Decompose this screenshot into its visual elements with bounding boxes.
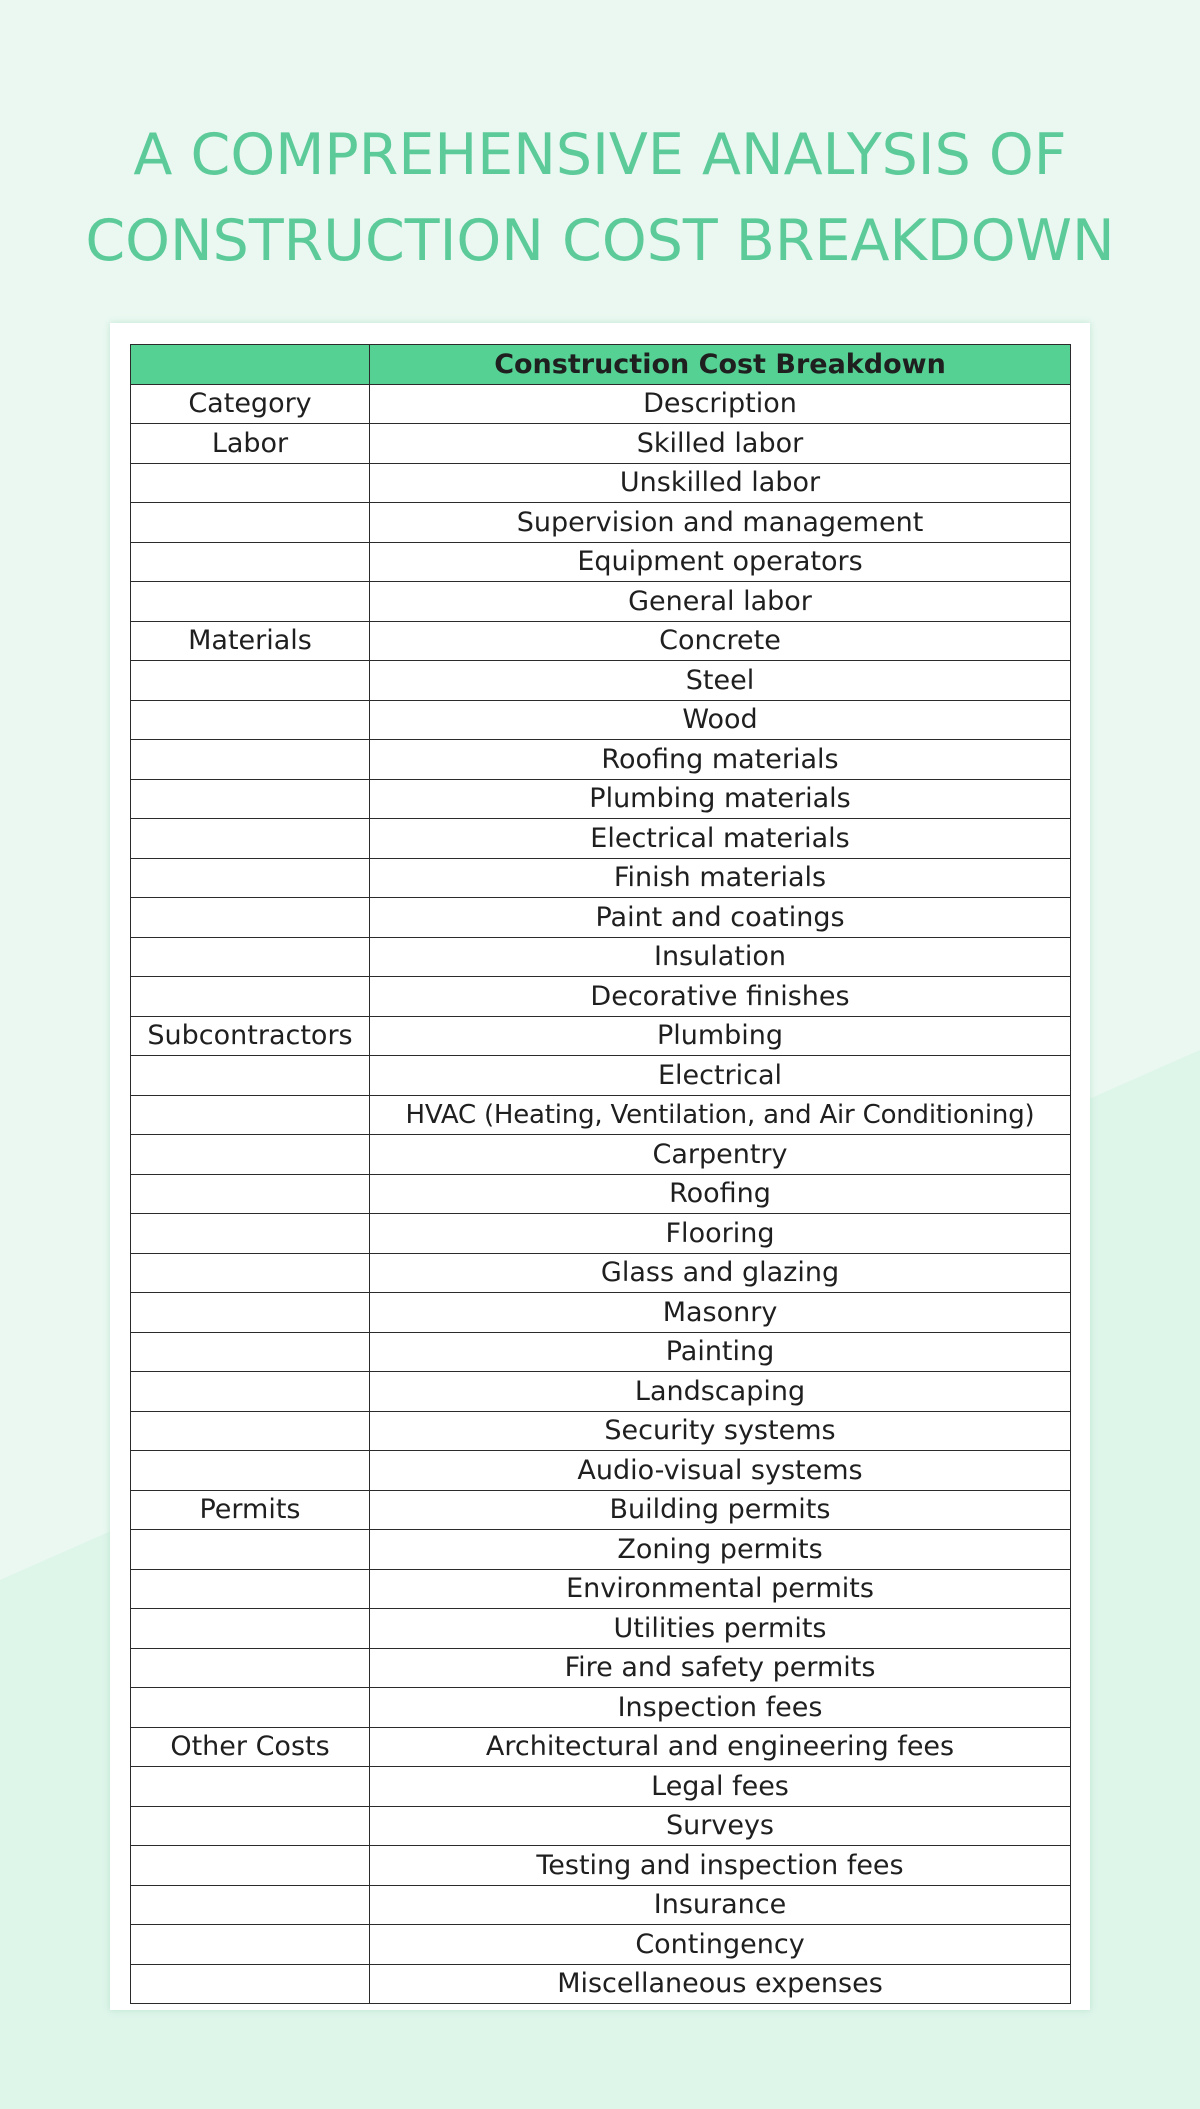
description-cell: Electrical	[370, 1056, 1071, 1096]
table-row	[131, 937, 1071, 977]
description-cell: Building permits	[370, 1490, 1071, 1530]
description-cell: Landscaping	[370, 1372, 1071, 1412]
category-column-label: Category	[131, 384, 370, 424]
category-cell: Other Costs	[131, 1727, 370, 1767]
category-cell	[131, 937, 370, 977]
description-cell: Flooring	[370, 1214, 1071, 1254]
description-cell: Equipment operators	[370, 542, 1071, 582]
category-cell	[131, 463, 370, 503]
description-cell: Legal fees	[370, 1767, 1071, 1807]
category-cell	[131, 1095, 370, 1135]
description-cell: Zoning permits	[370, 1530, 1071, 1570]
description-cell: Utilities permits	[370, 1609, 1071, 1649]
category-cell	[131, 1806, 370, 1846]
description-cell: Paint and coatings	[370, 898, 1071, 938]
table-row	[131, 1411, 1071, 1451]
table-row	[131, 1214, 1071, 1254]
table-header-row	[131, 345, 1071, 385]
category-cell	[131, 1688, 370, 1728]
table-row	[131, 503, 1071, 543]
table-row	[131, 1727, 1071, 1767]
category-cell	[131, 1253, 370, 1293]
description-cell: Miscellaneous expenses	[370, 1964, 1071, 2004]
description-cell: Masonry	[370, 1293, 1071, 1333]
category-cell	[131, 503, 370, 543]
category-cell	[131, 1964, 370, 2004]
table-row	[131, 1609, 1071, 1649]
category-cell	[131, 700, 370, 740]
description-cell: Plumbing	[370, 1016, 1071, 1056]
category-cell	[131, 858, 370, 898]
description-cell: Fire and safety permits	[370, 1648, 1071, 1688]
header-blank-cell	[131, 345, 370, 385]
table-row	[131, 1451, 1071, 1491]
table-row	[131, 1569, 1071, 1609]
description-cell: Skilled labor	[370, 424, 1071, 464]
cost-breakdown-table	[130, 344, 1071, 2004]
table-row	[131, 1688, 1071, 1728]
table-row	[131, 977, 1071, 1017]
description-cell: Unskilled labor	[370, 463, 1071, 503]
category-cell	[131, 1648, 370, 1688]
category-cell: Materials	[131, 621, 370, 661]
table-row	[131, 424, 1071, 464]
table-row	[131, 1293, 1071, 1333]
category-cell	[131, 1451, 370, 1491]
category-cell: Subcontractors	[131, 1016, 370, 1056]
category-cell	[131, 1056, 370, 1096]
category-cell	[131, 661, 370, 701]
description-cell: Insurance	[370, 1885, 1071, 1925]
table-row	[131, 779, 1071, 819]
category-cell	[131, 582, 370, 622]
table-row	[131, 542, 1071, 582]
table-row	[131, 621, 1071, 661]
description-cell: Painting	[370, 1332, 1071, 1372]
table-row	[131, 1530, 1071, 1570]
description-cell: Carpentry	[370, 1135, 1071, 1175]
table-row	[131, 661, 1071, 701]
header-title-cell: Construction Cost Breakdown	[370, 345, 1071, 385]
table-row	[131, 1056, 1071, 1096]
description-cell: Decorative finishes	[370, 977, 1071, 1017]
description-cell: Insulation	[370, 937, 1071, 977]
category-cell	[131, 1372, 370, 1412]
category-cell	[131, 1332, 370, 1372]
category-cell: Permits	[131, 1490, 370, 1530]
table-row	[131, 1846, 1071, 1886]
description-cell: Concrete	[370, 621, 1071, 661]
category-cell	[131, 1885, 370, 1925]
description-cell: Audio-visual systems	[370, 1451, 1071, 1491]
table-row	[131, 740, 1071, 780]
description-column-label: Description	[370, 384, 1071, 424]
category-cell	[131, 977, 370, 1017]
description-cell: Contingency	[370, 1925, 1071, 1965]
table-row	[131, 1253, 1071, 1293]
title-line-1: A COMPREHENSIVE ANALYSIS OF	[133, 122, 1067, 188]
table-row	[131, 1174, 1071, 1214]
category-cell	[131, 898, 370, 938]
category-cell	[131, 1214, 370, 1254]
category-cell	[131, 819, 370, 859]
table-row	[131, 858, 1071, 898]
category-cell	[131, 1411, 370, 1451]
table-row	[131, 1016, 1071, 1056]
page-title	[0, 112, 1200, 284]
description-cell: Steel	[370, 661, 1071, 701]
category-cell	[131, 1846, 370, 1886]
description-cell: Finish materials	[370, 858, 1071, 898]
description-cell: Plumbing materials	[370, 779, 1071, 819]
description-cell: Roofing materials	[370, 740, 1071, 780]
table-row	[131, 1490, 1071, 1530]
category-cell	[131, 1530, 370, 1570]
description-cell: Environmental permits	[370, 1569, 1071, 1609]
table-row	[131, 1806, 1071, 1846]
category-cell	[131, 1767, 370, 1807]
category-cell	[131, 1569, 370, 1609]
description-cell: Supervision and management	[370, 503, 1071, 543]
description-cell: Roofing	[370, 1174, 1071, 1214]
table-row	[131, 1135, 1071, 1175]
column-label-row	[131, 384, 1071, 424]
table-row	[131, 1332, 1071, 1372]
category-cell	[131, 1135, 370, 1175]
category-cell	[131, 779, 370, 819]
table-card	[110, 323, 1090, 2010]
category-cell: Labor	[131, 424, 370, 464]
table-row	[131, 582, 1071, 622]
table-row	[131, 1648, 1071, 1688]
table-row	[131, 898, 1071, 938]
description-cell: Electrical materials	[370, 819, 1071, 859]
description-cell: Wood	[370, 700, 1071, 740]
table-row	[131, 1925, 1071, 1965]
table-row	[131, 1885, 1071, 1925]
category-cell	[131, 1609, 370, 1649]
table-row	[131, 1095, 1071, 1135]
category-cell	[131, 740, 370, 780]
description-cell: Security systems	[370, 1411, 1071, 1451]
table-row	[131, 463, 1071, 503]
table-row	[131, 1767, 1071, 1807]
table-row	[131, 1372, 1071, 1412]
description-cell: Glass and glazing	[370, 1253, 1071, 1293]
description-cell: HVAC (Heating, Ventilation, and Air Conditioning)	[370, 1095, 1071, 1135]
category-cell	[131, 1174, 370, 1214]
category-cell	[131, 1925, 370, 1965]
description-cell: Inspection fees	[370, 1688, 1071, 1728]
description-cell: Testing and inspection fees	[370, 1846, 1071, 1886]
category-cell	[131, 542, 370, 582]
table-row	[131, 700, 1071, 740]
description-cell: General labor	[370, 582, 1071, 622]
table-row	[131, 1964, 1071, 2004]
title-line-2: CONSTRUCTION COST BREAKDOWN	[85, 208, 1115, 274]
description-cell: Surveys	[370, 1806, 1071, 1846]
category-cell	[131, 1293, 370, 1333]
description-cell: Architectural and engineering fees	[370, 1727, 1071, 1767]
table-row	[131, 819, 1071, 859]
